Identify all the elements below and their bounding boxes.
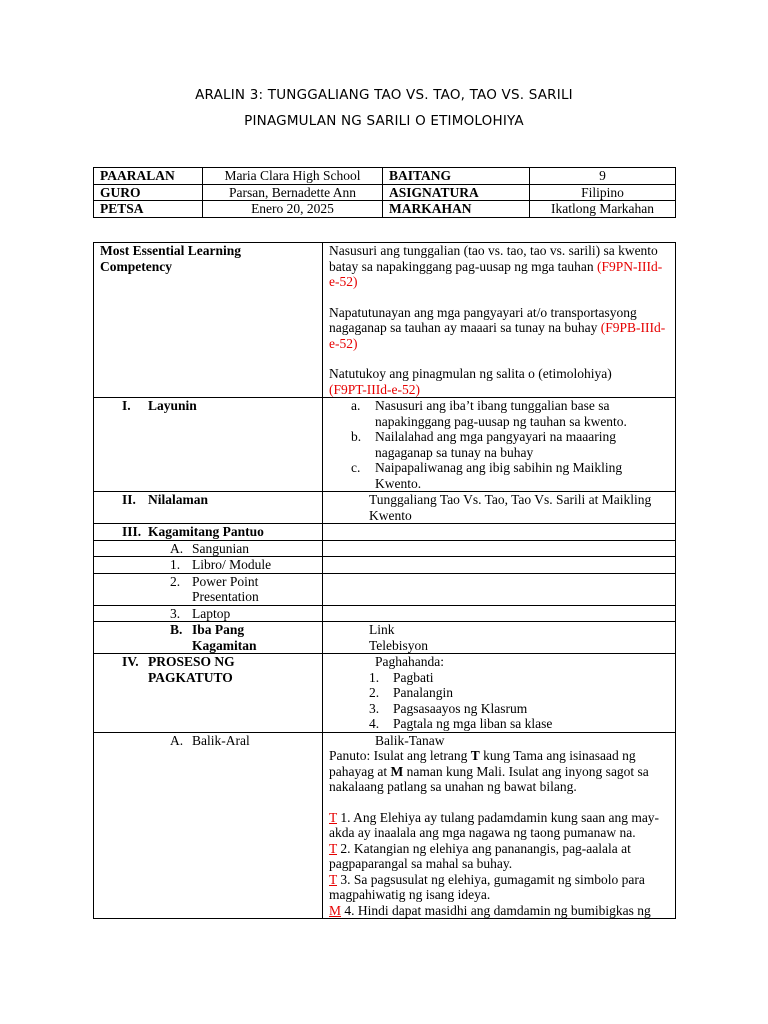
competency-text: Natutukoy ang pinagmulan ng salita o (etimolohiya)	[329, 366, 612, 381]
nilalaman-text: Tunggaliang Tao Vs. Tao, Tao Vs. Sarili at Maikling Kwento	[323, 492, 676, 524]
info-row	[94, 184, 676, 201]
section-label: Kagamitang Pantuo	[148, 524, 264, 539]
list-item: b. Nailalahad ang mga pangyayari na maaaring nagaganap sa tunay na buhay	[351, 429, 617, 460]
list-item: c. Naipapaliwanag ang ibig sabihin ng Maikling Kwento.	[351, 460, 623, 491]
markahan-label: MARKAHAN	[383, 201, 530, 218]
balik-aral-row: A. Balik-Aral Balik-Tanaw Panuto: Isulat ang letrang T kung Tama ang isinasaad ng pahayag at M naman kung Mali. Isulat ang inyong sagot sa nakalaang patlang sa unahan ng bawat bilang. T 1. Ang Elehiya ay tulang padamdamin kung saan ang may-akda ay inaalala ang mga nagawa ng taong pumanaw na. T 2. Katangian ng elehiya ang pananangis, pag-aalala at pagpaparangal sa mahal sa buhay. T 3. Sa pagsusulat ng elehiya, gumagamit ng simbolo para magpahiwatig ng isang ideya. M 4. Hindi dapat masidhi ang damdamin ng bumibigkas ng	[94, 732, 676, 919]
section-number: III.	[122, 524, 142, 539]
guro-value: Parsan, Bernadette Ann	[203, 184, 383, 201]
list-item: 3. Pagsasaayos ng Klasrum	[369, 700, 528, 716]
panuto-text: Panuto: Isulat ang letrang T kung Tama ang isinasaad ng pahayag at M naman kung Mali. Isulat ang inyong sagot sa nakalaang patlang sa unahan ng bawat bilang.	[329, 748, 649, 794]
quiz-item: T 2. Katangian ng elehiya ang pananangis, pag-aalala at pagpaparangal sa mahal sa buhay.	[329, 840, 631, 871]
paaralan-label: PAARALAN	[94, 168, 203, 185]
laptop-label: Laptop	[192, 605, 231, 621]
sangunian-label: Sangunian	[192, 540, 249, 556]
list-item: a. Nasusuri ang iba’t ibang tunggalian base sa napakinggang pag-uusap ng tauhan sa kwento.	[351, 398, 627, 429]
laptop-row: 3. Laptop	[94, 605, 676, 622]
markahan-value: Ikatlong Markahan	[530, 201, 676, 218]
libro-row: 1. Libro/ Module	[94, 557, 676, 574]
section-number: II.	[122, 492, 136, 507]
competency-1	[329, 243, 669, 290]
competency-code: (F9PB-IIId-e-52)	[329, 320, 666, 351]
list-item: 1. Pagbati	[369, 669, 434, 685]
asignatura-value: Filipino	[530, 184, 676, 201]
baitang-value: 9	[530, 168, 676, 185]
ppt-label: Power Point Presentation	[192, 573, 259, 604]
section-label: PROSESO NG PAGKATUTO	[148, 654, 235, 685]
section-label: Layunin	[148, 398, 197, 413]
paaralan-value: Maria Clara High School	[203, 168, 383, 185]
lesson-title: ARALIN 3: TUNGGALIANG TAO VS. TAO, TAO VS. SARILI	[195, 87, 573, 103]
competency-text: Nasusuri ang tunggalian (tao vs. tao, tao vs. sarili) sa kwento batay sa napakinggang pag-uusap ng mga tauhan	[329, 243, 658, 274]
section-number: IV.	[122, 654, 139, 669]
quiz-item: T 3. Sa pagsusulat ng elehiya, gumagamit ng simbolo para magpahiwatig ng isang ideya.	[329, 871, 645, 902]
answer-mark: M	[329, 902, 342, 918]
competency-code: (F9PN-IIId-e-52)	[329, 258, 663, 289]
petsa-value: Enero 20, 2025	[203, 201, 383, 218]
answer-mark: T	[329, 809, 338, 825]
quiz-item: T 1. Ang Elehiya ay tulang padamdamin kung saan ang may-akda ay inaalala ang mga nagawa ng taong pumanaw na.	[329, 809, 660, 840]
info-row	[94, 201, 676, 218]
list-item: 2. Panalangin	[369, 685, 453, 700]
libro-label: Libro/ Module	[192, 557, 272, 572]
answer-mark: T	[329, 871, 338, 887]
sangunian-row: A. Sangunian	[94, 540, 676, 557]
proseso-row	[94, 654, 676, 733]
lesson-plan-table	[93, 242, 676, 919]
info-row	[94, 168, 676, 185]
lesson-subtitle: PINAGMULAN NG SARILI O ETIMOLOHIYA	[244, 113, 524, 129]
balik-aral-label: Balik-Aral	[192, 732, 250, 748]
competency-3	[329, 366, 669, 397]
layunin-row	[94, 398, 676, 492]
petsa-label: PETSA	[94, 201, 203, 218]
melc-label: Most Essential Learning Competency	[94, 243, 323, 398]
material-item: Telebisyon	[369, 637, 429, 653]
competency-text: Napatutunayan ang mga pangyayari at/o transportasyong nagaganap sa tauhan ay maaari sa tunay na buhay	[329, 304, 637, 335]
layunin-list	[323, 398, 676, 492]
list-item: 4. Pagtala ng mga liban sa klase	[369, 716, 553, 731]
guro-label: GURO	[94, 184, 203, 201]
iba-pang-label: Iba Pang Kagamitan	[192, 622, 257, 653]
section-label: Nilalaman	[148, 492, 209, 507]
answer-mark: T	[329, 840, 338, 856]
nilalaman-row	[94, 492, 676, 524]
asignatura-label: ASIGNATURA	[383, 184, 530, 201]
competency-code: (F9PT-IIId-e-52)	[329, 381, 420, 397]
balik-tanaw-label: Balik-Tanaw	[375, 732, 445, 748]
info-table	[93, 167, 676, 218]
paghahanda-label: Paghahanda:	[375, 654, 444, 669]
material-item: Link	[369, 622, 395, 637]
quiz-item: M 4. Hindi dapat masidhi ang damdamin ng bumibigkas ng	[329, 902, 651, 918]
competency-2	[329, 305, 669, 352]
ppt-row: 2. Power Point Presentation	[94, 573, 676, 605]
iba-pang-row: B. Iba Pang Kagamitan Link Telebisyon	[94, 622, 676, 654]
section-number: I.	[122, 398, 131, 413]
baitang-label: BAITANG	[383, 168, 530, 185]
melc-row	[94, 243, 676, 398]
melc-content	[323, 243, 676, 398]
kagamitan-row	[94, 524, 676, 541]
